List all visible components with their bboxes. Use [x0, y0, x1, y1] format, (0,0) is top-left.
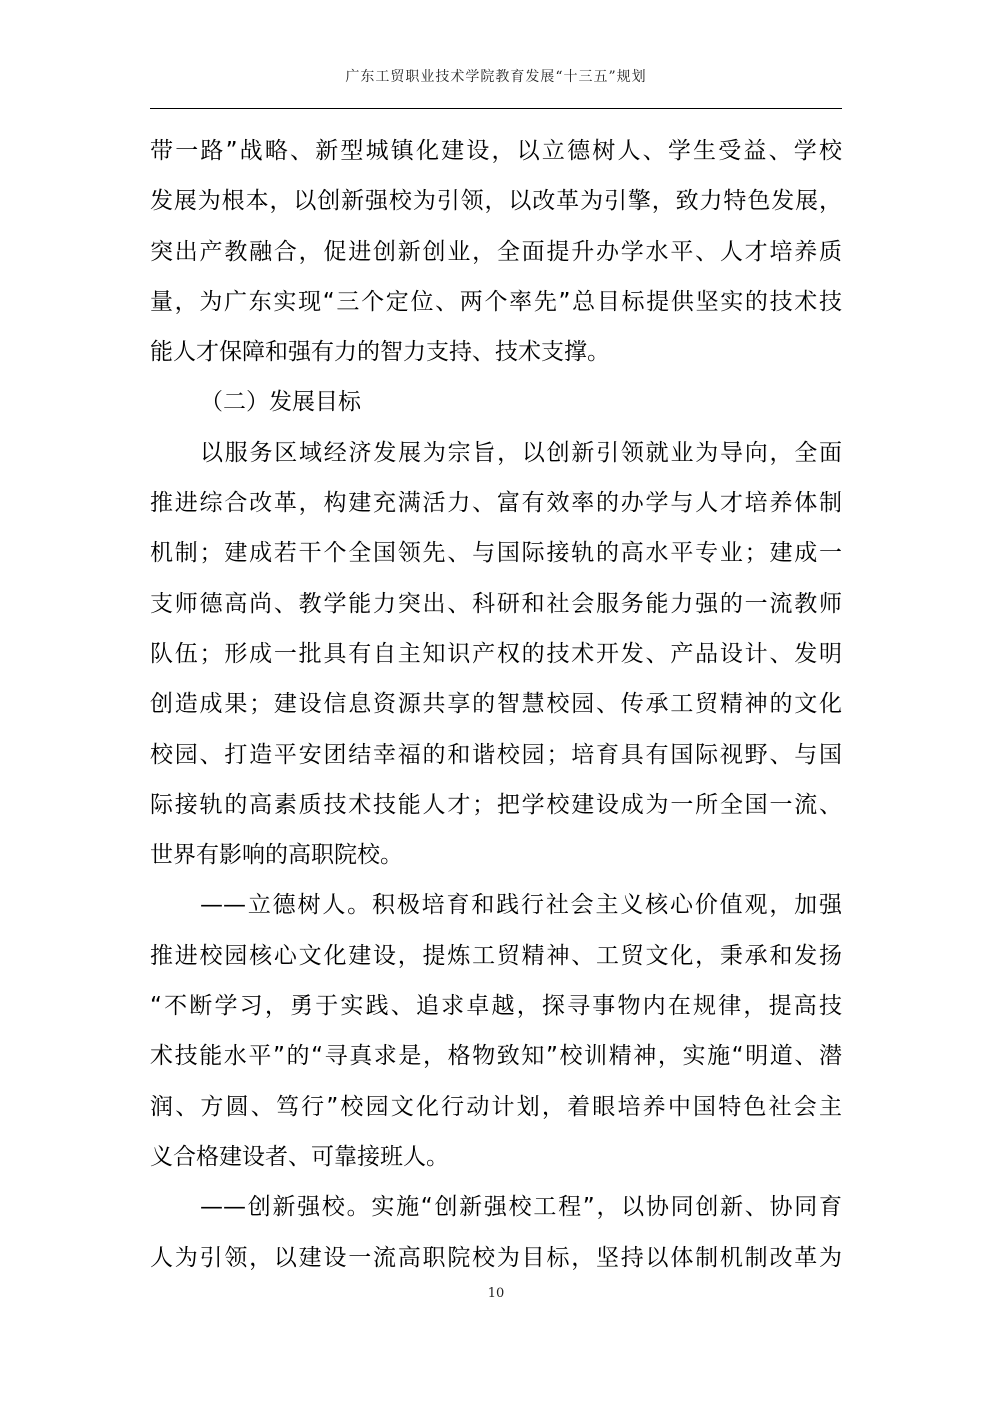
text-line: 以服务区域经济发展为宗旨，以创新引领就业为导向，全面: [200, 439, 842, 466]
text-line: 队伍；形成一批具有自主知识产权的技术开发、产品设计、发明: [150, 640, 842, 667]
text-line: “不断学习，勇于实践、追求卓越，探寻事物内在规律，提高技: [150, 993, 842, 1020]
text-line: 发展为根本，以创新强校为引领，以改革为引擎，致力特色发展，: [150, 188, 842, 215]
text-line: 推进校园核心文化建设，提炼工贸精神、工贸文化，秉承和发扬: [150, 942, 842, 969]
section-heading: （二）发展目标: [200, 389, 361, 416]
text-line: 术技能水平”的“寻真求是，格物致知”校训精神，实施“明道、潜: [150, 1043, 842, 1070]
text-line: 义合格建设者、可靠接班人。: [150, 1143, 449, 1170]
text-line: 支师德高尚、教学能力突出、科研和社会服务能力强的一流教师: [150, 590, 842, 617]
text-line: 世界有影响的高职院校。: [150, 842, 403, 869]
text-line: 机制；建成若干个全国领先、与国际接轨的高水平专业；建成一: [150, 540, 842, 567]
text-line: 能人才保障和强有力的智力支持、技术支撑。: [150, 339, 610, 366]
text-line: 带一路”战略、新型城镇化建设，以立德树人、学生受益、学校: [150, 138, 842, 164]
header-divider: [150, 108, 842, 109]
text-line: 人为引领，以建设一流高职院校为目标，坚持以体制机制改革为: [150, 1244, 842, 1271]
text-line: 校园、打造平安团结幸福的和谐校园；培育具有国际视野、与国: [150, 741, 842, 768]
text-line: ——立德树人。积极培育和践行社会主义核心价值观，加强: [200, 892, 842, 919]
text-line: 际接轨的高素质技术技能人才；把学校建设成为一所全国一流、: [150, 791, 842, 818]
page-number: 10: [487, 1286, 505, 1301]
document-body: [150, 126, 842, 1283]
text-line: 润、方圆、笃行”校园文化行动计划，着眼培养中国特色社会主: [150, 1093, 842, 1120]
text-line: 突出产教融合，促进创新创业，全面提升办学水平、人才培养质: [150, 238, 842, 265]
text-line: 创造成果；建设信息资源共享的智慧校园、传承工贸精神的文化: [150, 691, 842, 718]
page-header-title: 广东工贸职业技术学院教育发展“十三五”规划: [345, 69, 647, 85]
text-line: 推进综合改革，构建充满活力、富有效率的办学与人才培养体制: [150, 490, 842, 517]
text-line: ——创新强校。实施“创新强校工程”，以协同创新、协同育: [200, 1194, 842, 1221]
text-line: 量，为广东实现“三个定位、两个率先”总目标提供坚实的技术技: [150, 288, 842, 315]
